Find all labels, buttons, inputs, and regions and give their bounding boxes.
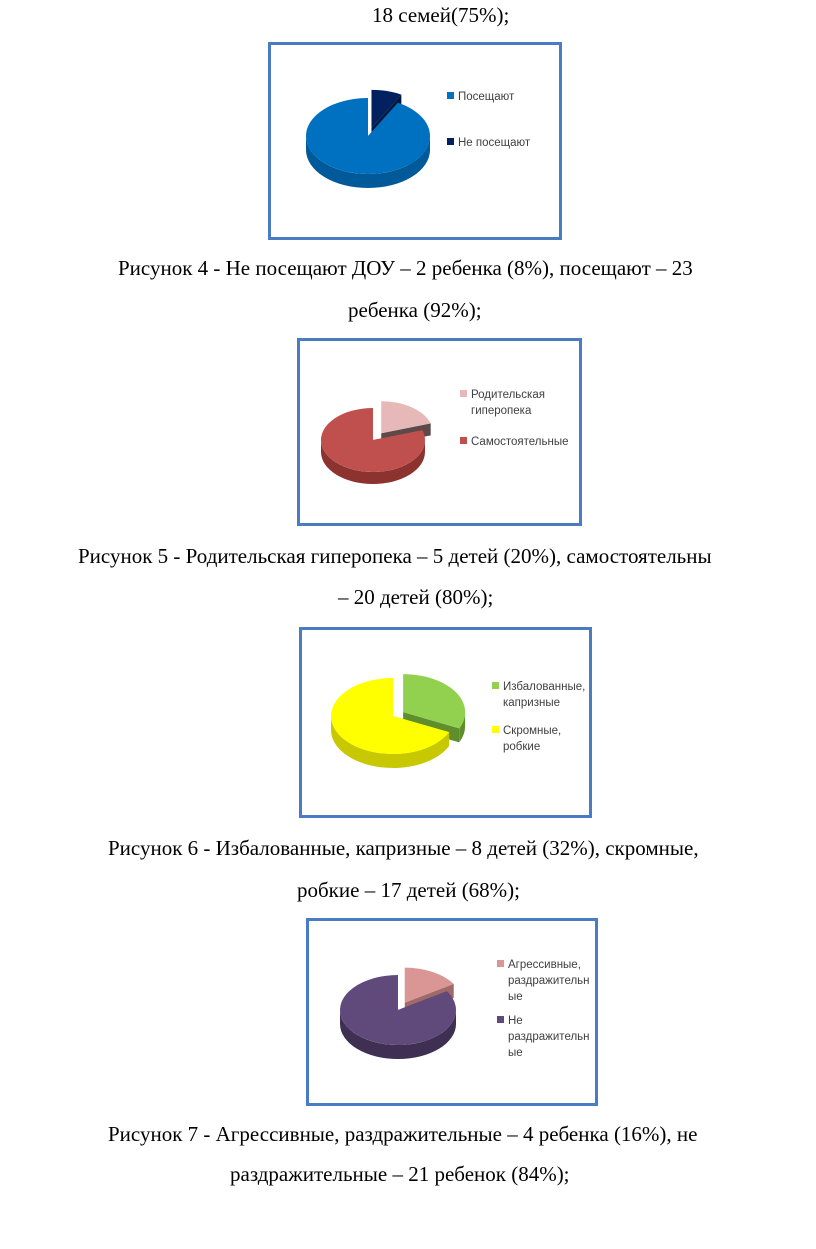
- legend-swatch: [460, 437, 467, 444]
- legend-label: Агрессивные,: [508, 959, 581, 971]
- legend-label: Самостоятельные: [471, 436, 569, 448]
- chart-5: [297, 338, 582, 526]
- legend-swatch: [460, 390, 467, 397]
- chart-7: [306, 918, 598, 1106]
- top-line: 18 семей(75%);: [372, 3, 510, 27]
- caption-fig5-line2: – 20 детей (80%);: [338, 585, 494, 609]
- legend-label: Родительская: [471, 389, 545, 401]
- legend-label: раздражительн: [508, 975, 590, 987]
- legend-label: раздражительн: [508, 1031, 590, 1043]
- legend-swatch: [492, 726, 499, 733]
- legend-swatch: [492, 682, 499, 689]
- legend-label: ые: [508, 1047, 523, 1059]
- caption-fig6-line2: робкие – 17 детей (68%);: [297, 878, 521, 902]
- legend-label: робкие: [503, 741, 541, 753]
- chart-4: [268, 42, 562, 240]
- caption-fig7-line1: Рисунок 7 - Агрессивные, раздражительные – 4 ребенка (16%), не: [108, 1122, 698, 1146]
- chart-6: [299, 627, 592, 818]
- caption-fig4-line2: ребенка (92%);: [348, 298, 482, 322]
- caption-fig7-line2: раздражительные – 21 ребенок (84%);: [230, 1162, 570, 1186]
- legend-swatch: [447, 92, 454, 99]
- legend-label: гиперопека: [471, 405, 532, 417]
- chart-5-svg: [300, 341, 585, 529]
- legend-swatch: [497, 1016, 504, 1023]
- pie-slice: [306, 98, 430, 188]
- legend-label: Посещают: [458, 91, 515, 103]
- legend-label: Не посещают: [458, 137, 531, 149]
- legend-swatch: [497, 960, 504, 967]
- legend-label: ые: [508, 991, 523, 1003]
- caption-fig4-line1: Рисунок 4 - Не посещают ДОУ – 2 ребенка (8%), посещают – 23: [118, 256, 693, 280]
- legend-label: капризные: [503, 697, 561, 709]
- legend-label: Скромные,: [503, 725, 562, 737]
- chart-7-svg: [309, 921, 601, 1109]
- chart-6-svg: [302, 630, 595, 821]
- legend-label: Избалованные,: [503, 681, 586, 693]
- caption-fig6-line1: Рисунок 6 - Избалованные, капризные – 8 детей (32%), скромные,: [108, 836, 699, 860]
- legend-label: Не: [508, 1015, 523, 1027]
- legend-swatch: [447, 138, 454, 145]
- chart-4-svg: [271, 45, 565, 243]
- caption-fig5-line1: Рисунок 5 - Родительская гиперопека – 5 детей (20%), самостоятельны: [78, 544, 712, 568]
